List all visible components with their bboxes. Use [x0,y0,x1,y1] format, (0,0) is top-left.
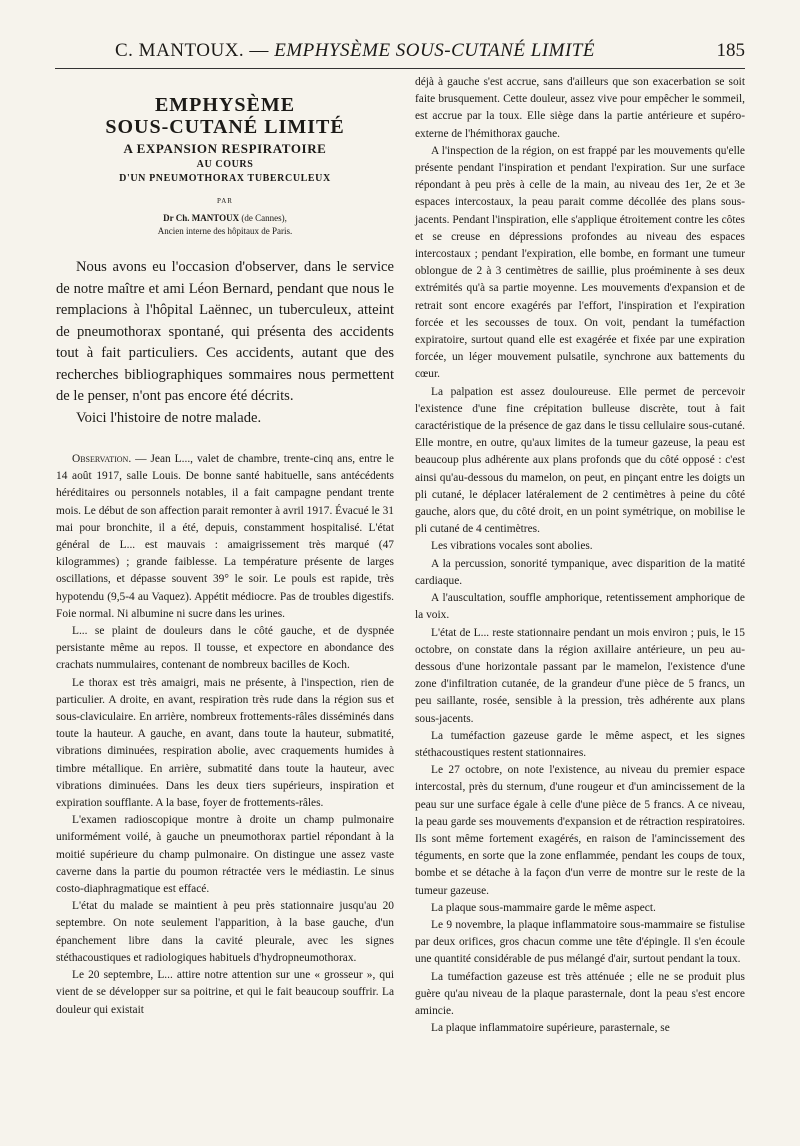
title-line-3: A EXPANSION RESPIRATOIRE [123,141,327,156]
observation-text: Jean L..., valet de chambre, trente-cinq ans, entre le 14 août 1917, salle Louis. De bonne santé habituelle, sans antécédents héréditaires ou personnels notables, il a fait campagne pendant trente mois. Le début de son affection parait remonter à avril 1917. Évacué le 31 mai pour bronchite, il a été, depuis, constamment hospitalisé. L'état général de L... est mauvais : amaigrissement très marqué (47 kilogrammes) ; grande faiblesse. La température présente de larges oscillations, et dépasse souvent 39° le soir. Le pouls est rapide, très hypotendu (9,5-4 au Vaquez). Appétit médiocre. Pas de troubles digestifs. Foie normal. Ni albumine ni sucre dans les urines. [56,453,394,620]
body-paragraph: La plaque inflammatoire supérieure, parasternale, se [431,1022,670,1035]
author-name: Dr Ch. MANTOUX [163,213,240,223]
title-line-1: EMPHYSÈME [154,94,296,116]
body-paragraph: L'état du malade se maintient à peu près stationnaire jusqu'au 20 septembre. On note seulement l'apparition, à la base gauche, d'un épanchement libre dans la cavité pleurale, avec les signes stéthacoustiques et radiologiques habituels d'hydropneumothorax. [56,900,394,964]
running-title [55,40,655,62]
body-paragraph: Le 27 octobre, on note l'existence, au niveau du premier espace intercostal, près du sternum, d'une rougeur et d'un amincissement de la peau sur une surface égale à celle d'une pièce de 5 francs. A ce niveau, la peau garde ses mouvements d'expansion et de rétraction respiratoires. Ils sont même fortement exagérés, en raison de l'amincissement des téguments, en sorte que la zone enflammée, pendant les coups de toux, bombe et se détache à la façon d'un verre de montre sur le reste de la tumeur gazeuse. [415,764,745,897]
intro-paragraph: Nous avons eu l'occasion d'observer, dans le service de notre maître et ami Léon Bernard, pendant que nous le remplacions à l'hôpital Laënnec, un tuberculeux, atteint de pneumothorax spontané, qui présenta des accidents tout à fait particuliers. Ces accidents, autant que des recherches bibliographiques sommaires nous permettent de le penser, n'ont pas encore été décrits. [56,259,394,404]
running-head [55,38,745,69]
title-line-2: SOUS-CUTANÉ LIMITÉ [105,116,345,138]
page-number: 185 [716,40,745,61]
article-title-block [56,94,394,237]
body-paragraph: L'état de L... reste stationnaire pendant un mois environ ; puis, le 15 octobre, on constate dans la région axillaire antérieure, un peu au-dessous d'une horizontale passant par le mamelon, l'existence d'une zone d'infiltration cutanée, de la grandeur d'une pièce de 5 francs, un peu saillante, rosée, sensible à la pression, très adhérente aux plans sous-jacents. [415,626,745,725]
body-paragraph: La tuméfaction gazeuse garde le même aspect, et les signes stéthacoustiques restent stationnaires. [415,729,745,759]
body-paragraph-continued: déjà à gauche s'est accrue, sans d'ailleurs que son exacerbation se soit faite brusquement. Cette douleur, assez vive pour empêcher le sommeil, est accrue par la toux. Elle siège dans la partie antérieure et supéro-externe de l'hémithorax gauche. [415,76,745,140]
body-paragraph: L... se plaint de douleurs dans le côté gauche, et de dyspnée persistante même au repos. Il tousse, et expectore en abondance des crachats nummulaires, contenant de nombreux bacilles de Koch. [56,625,394,672]
body-paragraph: Le thorax est très amaigri, mais ne présente, à l'inspection, rien de particulier. A droite, en avant, respiration très rude dans la région sus et sous-claviculaire. En arrière, nombreux frottements-râles disséminés dans toute la hauteur. A gauche, en avant, dans toute la hauteur, submatité, vibrations diminuées, respiration abolie, avec craquements humides à timbre métallique. En arrière, submatité dans toute la hauteur, avec vibrations diminuées. Dans les deux tiers supérieurs, inspiration et expiration soufflante. A la base, foyer de frottements-râles. [56,676,394,810]
byline-par: PAR [217,197,233,205]
observation-text-right [415,74,745,1037]
body-paragraph: A l'auscultation, souffle amphorique, retentissement amphorique de la voix. [415,592,745,622]
introduction [56,257,394,429]
running-title-subject: EMPHYSÈME SOUS-CUTANÉ LIMITÉ [274,40,595,61]
body-paragraph: La plaque sous-mammaire garde le même aspect. [431,901,656,914]
intro-paragraph: Voici l'histoire de notre malade. [76,409,262,426]
observation-text-left [56,451,394,1019]
author-place: (de Cannes), [241,213,287,223]
body-paragraph: La palpation est assez douloureuse. Elle permet de percevoir l'existence d'une fine crépitation bulleuse discrète, tout à fait caractéristique de la présence de gaz dans le tissu cellulaire sous-cutané. Elle montre, en outre, qu'aux limites de la tumeur gazeuse, la peau est beaucoup plus adhérente aux plans profonds que du côté opposé : c'est ainsi qu'au-dessous du mamelon, on peut, en pinçant entre les doigts un pli cutané, le déplacer latéralement de 2 centimètres à peine du côté gauche, alors que, du côté droit, en un point symétrique, on mobilise le pli cutané de 4 centimètres. [415,385,745,536]
body-paragraph: A la percussion, sonorité tympanique, avec disparition de la matité cardiaque. [415,557,745,587]
author-affiliation: Ancien interne des hôpitaux de Paris. [157,226,293,236]
body-paragraph: L'examen radioscopique montre à droite un champ pulmonaire uniformément voilé, à gauche un pneumothorax partiel répondant à la moitié supérieure du champ pulmonaire. On distingue une assez vaste caverne dans la partie du poumon rétractée vers le médiastin. Le sinus costo-diaphragmatique est effacé. [56,814,394,896]
observation-paragraph [56,451,394,623]
title-line-4: AU COURS [196,159,254,170]
body-paragraph: A l'inspection de la région, on est frappé par les mouvements qu'elle présente pendant l'inspiration et pendant l'expiration. Sur une surface répondant à peu près à celle de la main, au niveau des 1er, 2e et 3e espaces intercostaux, la peau parait comme décollée des plans sous-jacents. Pendant l'inspiration, elle s'applique étroitement contre les côtes et se creuse en dépressions profondes au niveau des espaces intercostaux ; pendant l'expiration, elle bombe, en formant une tumeur oblongue de 2 à 3 centimètres de saillie, plus proéminente à ses deux extrémités qu'à sa partie moyenne. Les mouvements d'expansion et de retrait sont encore exagérés par l'effort, l'inspiration et l'expiration forcée et les secousses de toux. On voit, pendant la tuméfaction expiratoire, surtout quand elle est exagérée et fixée par une expiration forcée, un léger mouvement pulsatile, synchrone aux battements du cœur. [415,144,745,381]
title-line-5: D'UN PNEUMOTHORAX TUBERCULEUX [119,173,331,184]
running-title-author: C. MANTOUX. — [115,40,269,61]
right-column [415,74,745,1037]
body-paragraph: Le 9 novembre, la plaque inflammatoire sous-mammaire se fistulise par deux orifices, gros chacun comme une tête d'épingle. Il s'en écoule une quantité considérable de pus mélangé d'air, surtout pendant la toux. [415,918,745,966]
body-paragraph: La tuméfaction gazeuse est très atténuée ; elle ne se produit plus guère qu'au niveau de la plaque parasternale, dont la peau s'est encore amincie. [415,970,745,1017]
left-column [56,80,394,1019]
body-paragraph: Les vibrations vocales sont abolies. [431,540,593,553]
body-paragraph: Le 20 septembre, L... attire notre attention sur une « grosseur », qui vient de se développer sur sa poitrine, et qui le fait beaucoup souffrir. La douleur qui existait [56,969,394,1016]
observation-label: Observation. — [72,453,147,465]
author-line [56,212,394,225]
